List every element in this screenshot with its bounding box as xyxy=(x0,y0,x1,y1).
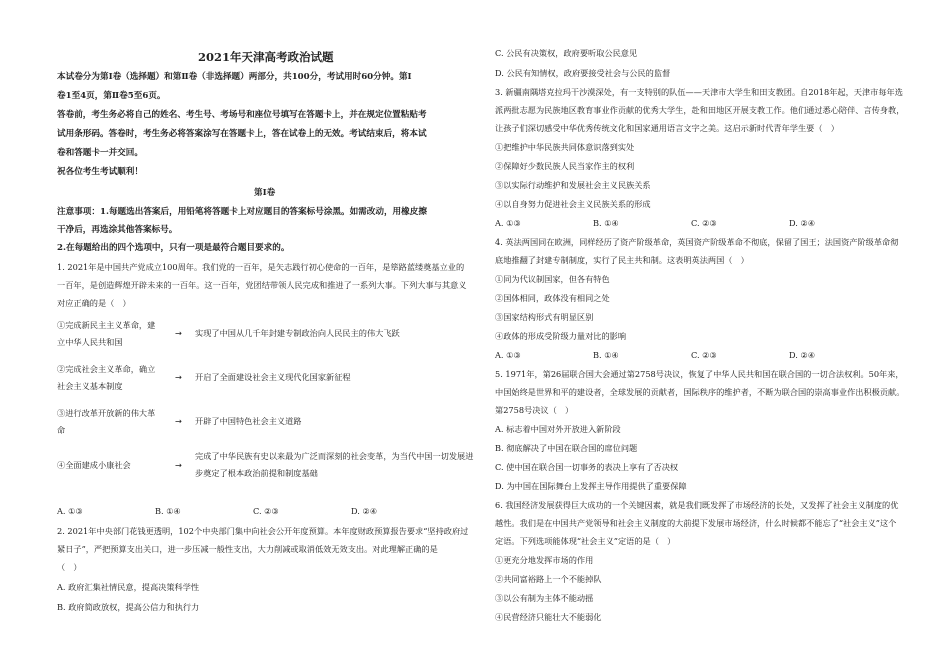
statement-item: ④民营经济只能壮大不能弱化 xyxy=(495,612,602,622)
page-title: 2021年天津高考政治试题 xyxy=(198,50,334,64)
question-1-stem: 1. 2021年是中国共产党成立100周年。我们党的一百年，是矢志践行初心使命的一百年，是筚路蓝缕奠基立业的 xyxy=(57,262,465,272)
option-d[interactable]: D. 为中国在国际舞台上发挥主导作用提供了重要保障 xyxy=(495,481,687,491)
option-c[interactable]: C. ②③ xyxy=(691,218,717,228)
question-4-stem: 底地推翻了封建专制制度，实行了民主共和制。这表明英法两国（ ） xyxy=(495,255,749,265)
statement-item: ②保障好少数民族人民当家作主的权利 xyxy=(495,161,635,171)
instruction-line: 试用条形码。答卷时，考生务必将答案涂写在答题卡上，答在试卷上的无效。考试结束后，将本试 xyxy=(57,129,427,139)
question-3-stem: 让孩子们深切感受中华优秀传统文化和国家通用语言文字之美。这启示新时代青年学生要（ ） xyxy=(495,123,839,133)
pair-right: 完成了中华民族有史以来最为广泛而深刻的社会变革，为当代中国一切发展进 xyxy=(195,451,474,461)
option-a[interactable]: A. 标志着中国对外开放进入新阶段 xyxy=(495,424,621,434)
statement-item: ③国家结构形式有明显区别 xyxy=(495,312,594,322)
instruction-line: 卷和答题卡一并交回。 xyxy=(57,148,143,158)
question-6-stem: 6. 我国经济发展获得巨大成功的一个关键因素，就是我们既发挥了市场经济的长处，又发挥了社会主义制度的优 xyxy=(495,500,899,510)
section-title: 第Ⅰ卷 xyxy=(254,188,276,198)
statement-item: ②国体相同，政体没有相同之处 xyxy=(495,293,610,303)
question-1-stem: 一百年，是创造辉煌开辟未来的一百年。这一百年，党团结带领人民完成和推进了一系列大事。下列大事与其意义 xyxy=(57,280,467,290)
pair-left: 命 xyxy=(57,425,66,435)
arrow-icon: → xyxy=(175,328,182,338)
pair-right: 步奠定了根本政治前提和制度基础 xyxy=(195,468,318,478)
pair-left: ④全面建成小康社会 xyxy=(57,460,131,470)
pair-right: 开启了全面建设社会主义现代化国家新征程 xyxy=(195,372,351,382)
option-c[interactable]: C. 公民有决策权，政府要听取公民意见 xyxy=(495,48,638,58)
instruction-line: 祝各位考生考试顺利！ xyxy=(57,167,143,177)
question-5-stem: 第2758号决议（ ） xyxy=(495,405,574,415)
option-c[interactable]: C. 使中国在联合国一切事务的表决上享有了否决权 xyxy=(495,462,679,472)
option-a[interactable]: A. 政府汇集社情民意，提高决策科学性 xyxy=(57,582,200,592)
option-b[interactable]: B. 政府简政放权，提高公信力和执行力 xyxy=(57,602,200,612)
statement-item: ②共同富裕路上一个不能掉队 xyxy=(495,574,602,584)
statement-item: ④政体的形成受阶级力量对比的影响 xyxy=(495,331,627,341)
question-1-stem: 对应正确的是（ ） xyxy=(57,298,131,308)
pair-right: 实现了中国从几千年封建专制政治向人民民主的伟大飞跃 xyxy=(195,328,400,338)
question-4-stem: 4. 英法两国同在欧洲，同样经历了资产阶级革命，英国资产阶级革命不彻底，保留了国王；法国资产阶级革命彻 xyxy=(495,237,899,247)
option-a[interactable]: A. ①③ xyxy=(495,350,521,360)
pair-left: ①完成新民主主义革命，建 xyxy=(57,320,156,330)
statement-item: ④以自身努力促进社会主义民族关系的形成 xyxy=(495,199,651,209)
pair-left: 社会主义基本制度 xyxy=(57,381,123,391)
pair-left: 立中华人民共和国 xyxy=(57,337,123,347)
arrow-icon: → xyxy=(175,416,182,426)
question-3-stem: 派两批志愿为民族地区教育事业作贡献的优秀大学生，赴和田地区开展支教工作。他们通过悉心陪伴、言传身教， xyxy=(495,105,905,115)
note-line: 2.在每题给出的四个选项中，只有一项是最符合题目要求的。 xyxy=(57,243,290,253)
option-d[interactable]: D. ②④ xyxy=(351,506,378,516)
option-b[interactable]: B. ①④ xyxy=(593,218,619,228)
option-c[interactable]: C. ②③ xyxy=(253,506,279,516)
statement-item: ①更充分地发挥市场的作用 xyxy=(495,555,594,565)
option-d[interactable]: D. ②④ xyxy=(789,350,816,360)
instruction-line: 答卷前，考生务必将自己的姓名、考生号、考场号和座位号填写在答题卡上，并在规定位置粘贴考 xyxy=(57,110,427,120)
option-d[interactable]: D. 公民有知情权，政府要接受社会与公民的监督 xyxy=(495,68,671,78)
question-5-stem: 5. 1971年，第26届联合国大会通过第2758号决议，恢复了中华人民共和国在联合国的一切合法权利。50年来， xyxy=(495,369,904,379)
option-d[interactable]: D. ②④ xyxy=(789,218,816,228)
question-2-stem: 紧日子”，严把预算支出关口，进一步压减一般性支出，大力削减或取消低效无效支出。对此理解正确的是 xyxy=(57,544,438,554)
instruction-line: 卷1至4页，第Ⅱ卷5至6页。 xyxy=(57,91,166,101)
pair-left: ③进行改革开放新的伟大革 xyxy=(57,408,156,418)
statement-item: ①把维护中华民族共同体意识落到实处 xyxy=(495,142,635,152)
arrow-icon: → xyxy=(175,460,182,470)
option-a[interactable]: A. ①③ xyxy=(495,218,521,228)
question-6-stem: 越性。我们是在中国共产党领导和社会主义制度的大前提下发展市场经济，什么时候都不能忘了“社会主义”这个 xyxy=(495,518,897,528)
statement-item: ①同为代议制国家，但各有特色 xyxy=(495,274,610,284)
pair-left: ②完成社会主义革命，确立 xyxy=(57,364,156,374)
question-2-stem: 2. 2021年中央部门花钱更透明，102个中央部门集中向社会公开年度预算。本年度财政预算报告要求“坚持政府过 xyxy=(57,526,469,536)
pair-right: 开辟了中国特色社会主义道路 xyxy=(195,416,302,426)
statement-item: ③以实际行动维护和发展社会主义民族关系 xyxy=(495,180,651,190)
option-a[interactable]: A. ①③ xyxy=(57,506,83,516)
question-3-stem: 3. 新疆南隅塔克拉玛干沙漠深处，有一支特别的队伍——天津市大学生和田支教团。自2018年起，天津市每年选 xyxy=(495,87,903,97)
option-c[interactable]: C. ②③ xyxy=(691,350,717,360)
option-b[interactable]: B. ①④ xyxy=(593,350,619,360)
question-5-stem: 中国始终是世界和平的建设者，全球发展的贡献者，国际秩序的维护者，不断为联合国的崇高事业作出积极贡献。 xyxy=(495,387,905,397)
question-6-stem: 定语。下列选项能体现“社会主义”定语的是（ ） xyxy=(495,536,676,546)
instruction-line: 本试卷分为第Ⅰ卷（选择题）和第Ⅱ卷（非选择题）两部分，共100分，考试用时60分钟。第Ⅰ xyxy=(57,72,412,82)
arrow-icon: → xyxy=(175,372,182,382)
note-line: 注意事项：1.每题选出答案后，用铅笔将答题卡上对应题目的答案标号涂黑。如需改动，用橡皮擦 xyxy=(57,207,427,217)
question-2-stem: （ ） xyxy=(57,562,82,572)
statement-item: ③以公有制为主体不能动摇 xyxy=(495,593,594,603)
option-b[interactable]: B. ①④ xyxy=(155,506,181,516)
option-b[interactable]: B. 彻底解决了中国在联合国的席位问题 xyxy=(495,443,638,453)
note-line: 干净后，再选涂其他答案标号。 xyxy=(57,225,178,235)
